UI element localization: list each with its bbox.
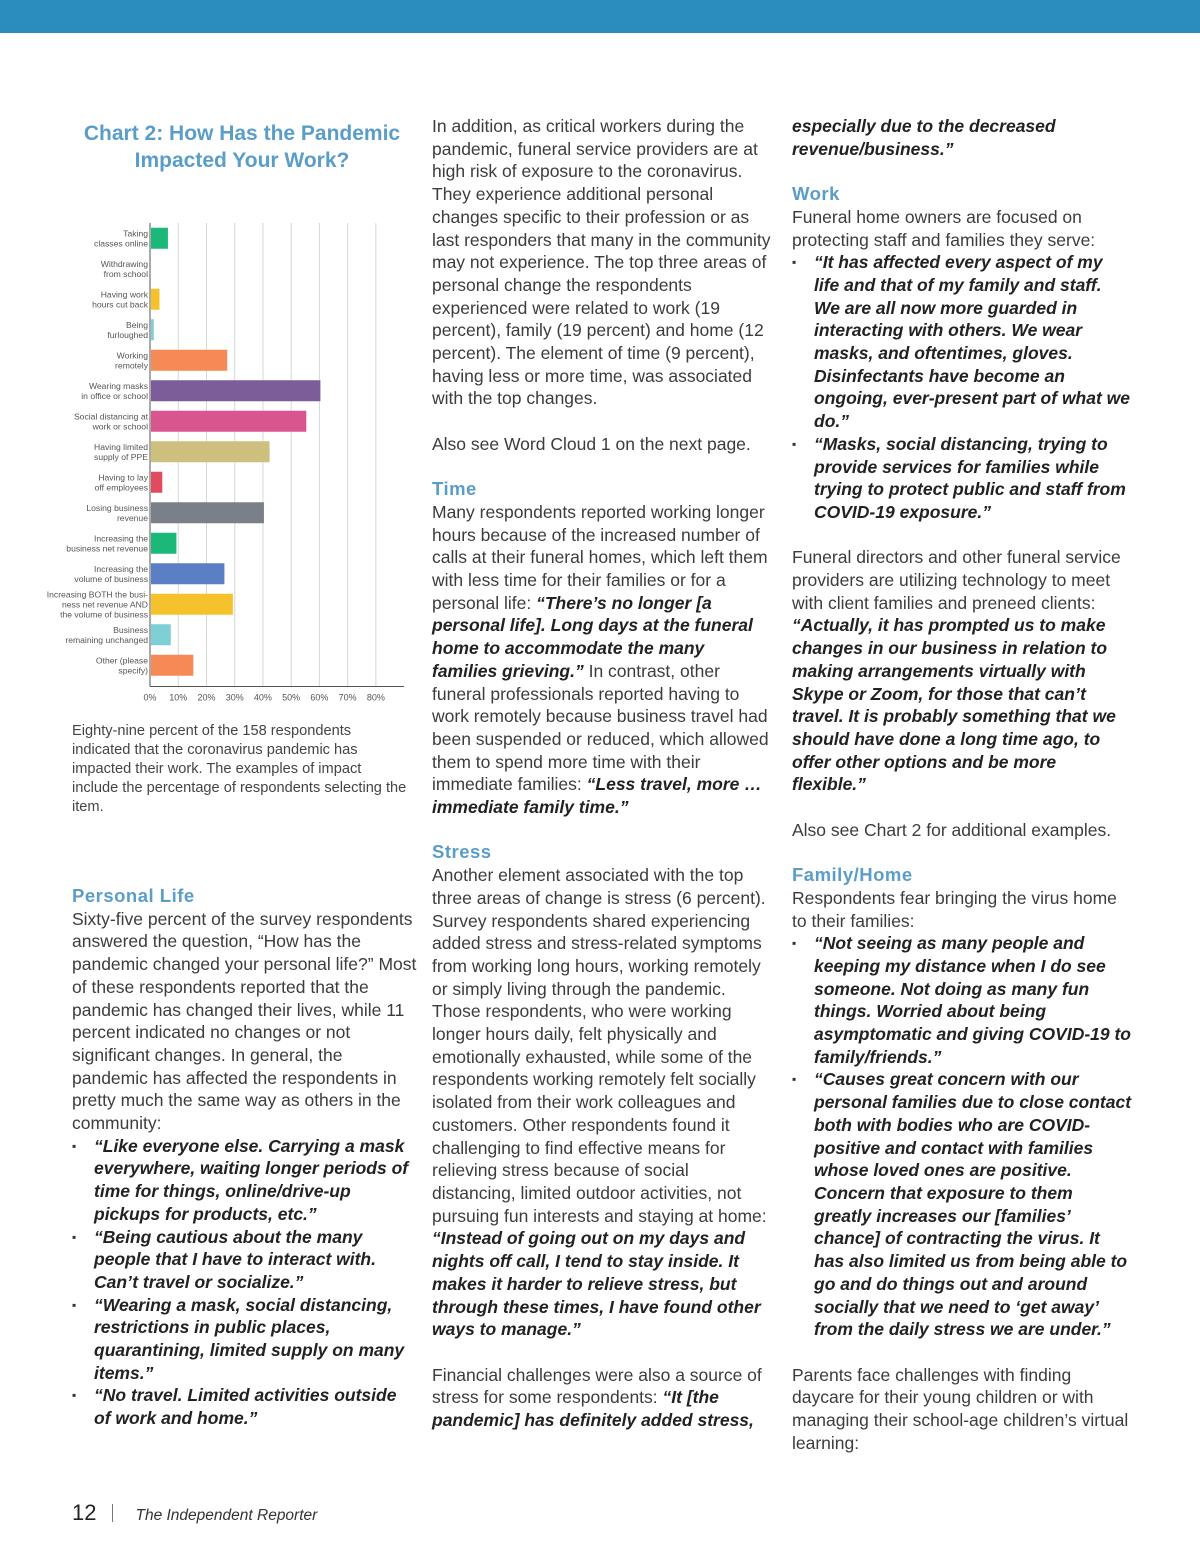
category-label: Withdrawing from school [100, 258, 148, 279]
quote-item: ▪ “Wearing a mask, social distancing, restrictions in public places, quarantining, limited supply on many items.” [72, 1294, 417, 1385]
parents-paragraph: Parents face challenges with finding daycare for their young children or with managing their school-age children’s virtual learning: [792, 1364, 1129, 1453]
financial-quote: “It [the pandemic] has definitely added stress, [432, 1387, 754, 1431]
column-2 [432, 115, 772, 1432]
bar [151, 289, 159, 310]
category-label: Being furloughed [107, 319, 148, 340]
see-also-chart: Also see Chart 2 for additional examples. [792, 819, 1112, 840]
personal-life-body: Sixty-five percent of the survey respondents answered the question, “How has the pandemic changed your personal life?” Most of these respondents reported that the pandemic has changed their lives, while 11 percent indicated no changes or not significant changes. In general, the pandemic has affected the respondents in pretty much the same way as others in the community: [72, 908, 417, 1134]
x-tick-label: 30% [225, 692, 244, 703]
work-heading: Work [792, 183, 840, 205]
bar [151, 411, 306, 432]
category-label: Having work hours cut back [92, 289, 148, 310]
bar [151, 380, 320, 401]
quote-item: ▪ “Masks, social distancing, trying to provide services for families while trying to protect public and staff from COVID-19 exposure.” [792, 433, 1132, 524]
x-tick-label: 10% [169, 692, 188, 703]
time-heading: Time [432, 478, 477, 500]
publication-name: The Independent Reporter [135, 1507, 318, 1524]
chart-caption: Eighty-nine percent of the 158 respondents indicated that the coronavirus pandemic has impacted their work. The examples of impact include the percentage of respondents selecting the item. [72, 723, 407, 815]
bar [151, 533, 176, 554]
quote-item: ▪ “Being cautious about the many people that I have to interact with. Can’t travel or socialize.” [72, 1226, 417, 1294]
bar [151, 624, 171, 645]
stress-paragraph [432, 864, 772, 1341]
category-label: Social distancing at work or school [73, 411, 148, 432]
time-paragraph [432, 501, 772, 819]
personal-life-quotes [72, 1135, 417, 1430]
personal-life-section [72, 885, 417, 1430]
time-body-2: In contrast, other funeral professionals reported having to work remotely because business travel had been suspended or reduced, which allowed them to spend more time with their immediate families: [432, 660, 769, 795]
stress-quote: “Instead of going out on my days and nights off call, I tend to stay inside. It makes it harder to relieve stress, but through these times, I have found other ways to manage.” [432, 1228, 761, 1340]
x-tick-label: 0% [143, 692, 157, 703]
continued-quote: especially due to the decreased revenue/business.” [792, 116, 1056, 159]
category-label: Losing business revenue [86, 502, 148, 523]
category-label: Increasing the business net revenue [66, 533, 148, 554]
bar [151, 319, 154, 340]
bar [151, 441, 270, 462]
bar [151, 472, 162, 493]
x-tick-label: 40% [253, 692, 272, 703]
bar [151, 502, 264, 523]
see-also-word-cloud: Also see Word Cloud 1 on the next page. [432, 433, 751, 454]
family-quotes [792, 932, 1132, 1341]
bar [151, 655, 193, 676]
stress-body: Another element associated with the top three areas of change is stress (6 percent). Survey respondents shared experiencing added stress and stress-related symptoms from working long hours, working remotely or simply living through the pandemic. Those respondents, who were working longer hours daily, felt physically and emotionally exhausted, while some of the respondents working remotely felt socially isolated from their work colleagues and customers. Other respondents found it challenging to find effective means for relieving stress because of social distancing, limited outdoor activities, not pursuing fun interests and staying at home: [432, 865, 767, 1226]
page-footer [72, 1500, 317, 1526]
chart-title: Chart 2: How Has the Pandemic Impacted Your Work? [83, 122, 401, 172]
bar [151, 563, 224, 584]
family-home-body: Respondents fear bringing the virus home to their families: [792, 887, 1117, 931]
intro-paragraph: In addition, as critical workers during the pandemic, funeral service providers are at high risk of exposure to the coronavirus. They experience additional personal changes specific to their profession or as last responders that many in the community may not experience. The top three areas of personal change the respondents experienced were related to work (19 percent), family (19 percent) and home (12 percent). The element of time (9 percent), having less or more time, was associated with the top changes. [432, 116, 771, 409]
bar [151, 228, 168, 249]
financial-body: Financial challenges were also a source of stress for some respondents: [432, 1364, 762, 1408]
time-quote-1: “There’s no longer [a personal life]. Long days at the funeral home to accommodate the many families grieving.” [432, 592, 753, 681]
x-tick-label: 50% [282, 692, 301, 703]
bar [151, 350, 227, 371]
column-3 [792, 115, 1132, 1454]
quote-item: ▪ “Like everyone else. Carrying a mask everywhere, waiting longer periods of time for things, online/drive-up pickups for products, etc.” [72, 1135, 417, 1226]
stress-heading: Stress [432, 841, 492, 863]
top-color-band [0, 0, 1200, 33]
work-quotes [792, 251, 1132, 523]
time-body: Many respondents reported working longer hours because of the increased number of calls at their funeral homes, which left them with less time for their families or for a personal life: [432, 501, 768, 613]
x-tick-label: 80% [366, 692, 385, 703]
category-label: Taking classes online [94, 228, 148, 249]
family-home-heading: Family/Home [792, 864, 913, 886]
category-label: Having to lay off employees [94, 472, 148, 493]
financial-paragraph [432, 1364, 772, 1432]
x-tick-label: 20% [197, 692, 216, 703]
bar [151, 594, 233, 615]
category-label: Business remaining unchanged [65, 624, 148, 645]
quote-item: ▪ “Causes great concern with our personal families due to close contact both with bodies who are COVID-positive and contact with families whose loved ones are positive. Concern that exposure to them greatly increases our [families’ chance] of contracting the virus. It has also limited us from being able to go and do things out and around socially that we need to ‘get away’ from the daily stress we are under.” [792, 1068, 1132, 1340]
x-tick-label: 60% [310, 692, 329, 703]
bar-chart [46, 215, 412, 715]
category-label: Increasing BOTH the busi-ness net revenue AND the volume of business [46, 589, 148, 620]
work-body: Funeral home owners are focused on protecting staff and families they serve: [792, 206, 1096, 250]
category-label: Wearing masks in office or school [81, 380, 148, 401]
category-label: Other (please specify) [95, 655, 148, 676]
personal-life-heading: Personal Life [72, 885, 195, 906]
quote-item: ▪ “Not seeing as many people and keeping my distance when I do see someone. Not doing as many fun things. Worried about being asymptomatic and giving COVID-19 to family/friends.” [792, 932, 1132, 1068]
quote-item: ▪ “It has affected every aspect of my life and that of my family and staff. We are all now more guarded in interacting with others. We wear masks, and oftentimes, gloves. Disinfectants have become an ongoing, ever-present part of what we do.” [792, 251, 1132, 433]
category-label: Increasing the volume of business [74, 563, 148, 584]
technology-quote: “Actually, it has prompted us to make changes in our business in relation to making arrangements virtually with Skype or Zoom, for those that can’t travel. It is probably something that we should have done a long time ago, to offer other options and be more flexible.” [792, 615, 1116, 795]
time-quote-2: “Less travel, more … immediate family time.” [432, 774, 762, 818]
footer-divider [112, 1504, 113, 1522]
technology-body: Funeral directors and other funeral service providers are utilizing technology to meet with client families and preneed clients: [792, 547, 1121, 613]
category-label: Having limited supply of PPE [94, 441, 148, 462]
chart-container [46, 215, 412, 715]
column-1 [46, 115, 417, 1429]
technology-paragraph [792, 546, 1132, 796]
quote-item: ▪ “No travel. Limited activities outside of work and home.” [72, 1384, 417, 1429]
page-number: 12 [72, 1500, 97, 1525]
category-label: Working remotely [115, 350, 148, 371]
x-tick-label: 70% [338, 692, 357, 703]
